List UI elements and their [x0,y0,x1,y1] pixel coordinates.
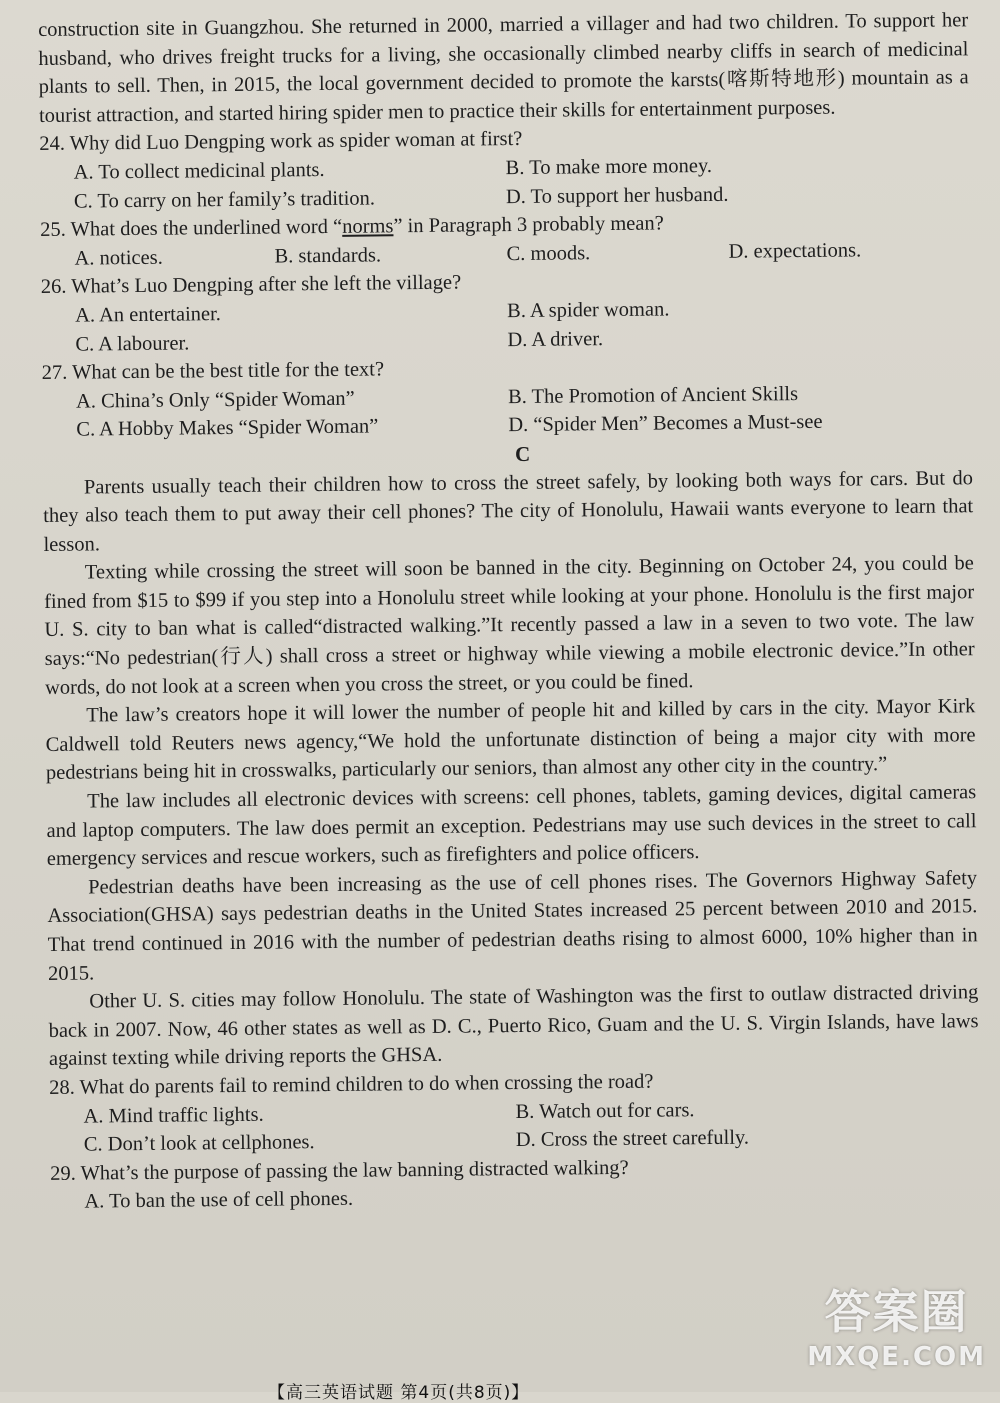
option-c: C. Don’t look at cellphones. [83,1131,315,1156]
option-a: A. notices. [74,246,163,270]
option-a: A. To collect medicinal plants. [73,158,325,184]
question-29: 29. What’s the purpose of passing the law banning distracted walking? [50,1156,629,1185]
underlined-word: norms [342,215,394,238]
passage-c-paragraph-2: Texting while crossing the street will soon be banned in the city. Beginning on October 24, you could be fined from $15 to $99 if you step into a Honolulu street while looking at your phone. Honolulu is the first major U. S. city to ban what is called“distracted walking.”It recently passed a law in a seven to two vote. The law says:“No pedestrian(行人) shall cross a street or highway while viewing a mobile electronic device.”In other words, do not look at a screen when you cross the street, or you could be fined. [44,552,975,699]
passage-c-paragraph-5: Pedestrian deaths have been increasing as the use of cell phones rises. The Governors Highway Safety Association(GHSA) says pedestrian deaths in the United States increased 25 percent between 2010 and 2015. That trend continued in 2016 with the number of pedestrian deaths rising to almost 6000, 10% higher than in 2015. [47,867,978,985]
question-26: 26. What’s Luo Dengping after she left the village? [40,271,462,299]
passage-c-paragraph-3: The law’s creators hope it will lower the number of people hit and killed by cars in the city. Mayor Kirk Caldwell told Reuters news agency,“We hold the unfortunate distinction of being a major city with more pedestrians being hit in crosswalks, particularly our seniors, than almost any other city in the country.” [45,695,976,785]
watermark-site-text: MXQE.COM [807,1342,986,1372]
option-b: B. standards. [274,244,382,268]
question-26-options [75,292,972,359]
passage-c-paragraph-4: The law includes all electronic devices with screens: cell phones, tablets, gaming devices, digital cameras and laptop computers. The law does permit an exception. Pedestrians may use such devices in the street to call emergency services and rescue workers, such as firefighters and police officers. [46,781,977,871]
page-footer: 【高三英语试题 第4页(共8页)】 [268,1383,530,1403]
option-a: A. Mind traffic lights. [83,1103,264,1128]
question-25-stem-end: ” in Paragraph 3 probably mean? [393,212,664,238]
option-d: D. To support her husband. [505,183,729,208]
question-24-options [73,149,970,216]
option-a: A. To ban the use of cell phones. [84,1188,354,1213]
option-b: B. A spider woman. [507,298,670,323]
question-27: 27. What can be the best title for the text? [41,358,385,385]
option-c: C. A Hobby Makes “Spider Woman” [76,415,379,441]
option-b: B. The Promotion of Ancient Skills [507,382,799,408]
question-28-options [83,1093,980,1160]
option-c: C. To carry on her family’s tradition. [73,187,376,213]
page-content [38,6,981,1217]
option-d: D. A driver. [507,327,604,351]
question-27-options [76,378,973,445]
option-d: D. expectations. [728,239,862,263]
question-28: 28. What do parents fail to remind children to do when crossing the road? [49,1070,654,1099]
passage-c-paragraph-1: Parents usually teach their children how to cross the street safely, by looking both ways for cars. But do they also teach them to put away their cell phones? The city of Honolulu, Hawaii wants everyone to learn that lesson. [43,466,974,556]
watermark-logo [807,1276,986,1372]
passage-c-paragraph-6: Other U. S. cities may follow Honolulu. The state of Washington was the first to outlaw distracted driving back in 2007. Now, 46 other states as well as D. C., Puerto Rico, Guam and the U. S. Virgin Islands, have laws against texting while driving reports the GHSA. [48,981,979,1071]
watermark-logo-text: 答案圈 [824,1285,969,1339]
option-c: C. A labourer. [75,331,190,356]
option-b: B. Watch out for cars. [515,1098,695,1123]
option-b: B. To make more money. [505,154,713,180]
option-c: C. moods. [506,241,591,265]
question-24: 24. Why did Luo Dengping work as spider woman at first? [39,128,523,156]
section-c-heading: C [514,441,531,466]
option-d: D. “Spider Men” Becomes a Must-see [508,411,823,437]
question-25-stem-start: 25. What does the underlined word “ [40,215,343,242]
option-d: D. Cross the street carefully. [515,1126,750,1152]
option-a: A. China’s Only “Spider Woman” [75,387,355,413]
option-a: A. An entertainer. [75,303,221,327]
passage-b-ending: construction site in Guangzhou. She returned in 2000, married a villager and had two children. To support her husband, who drives freight trucks for a living, she occasionally climbed nearby cliffs in search of medicinal plants to sell. Then, in 2015, the local government decided to promote the karsts(喀斯特地形) mountain as a tourist attraction, and started hiring spider men to practice their skills for entertainment purposes. [38,9,969,127]
